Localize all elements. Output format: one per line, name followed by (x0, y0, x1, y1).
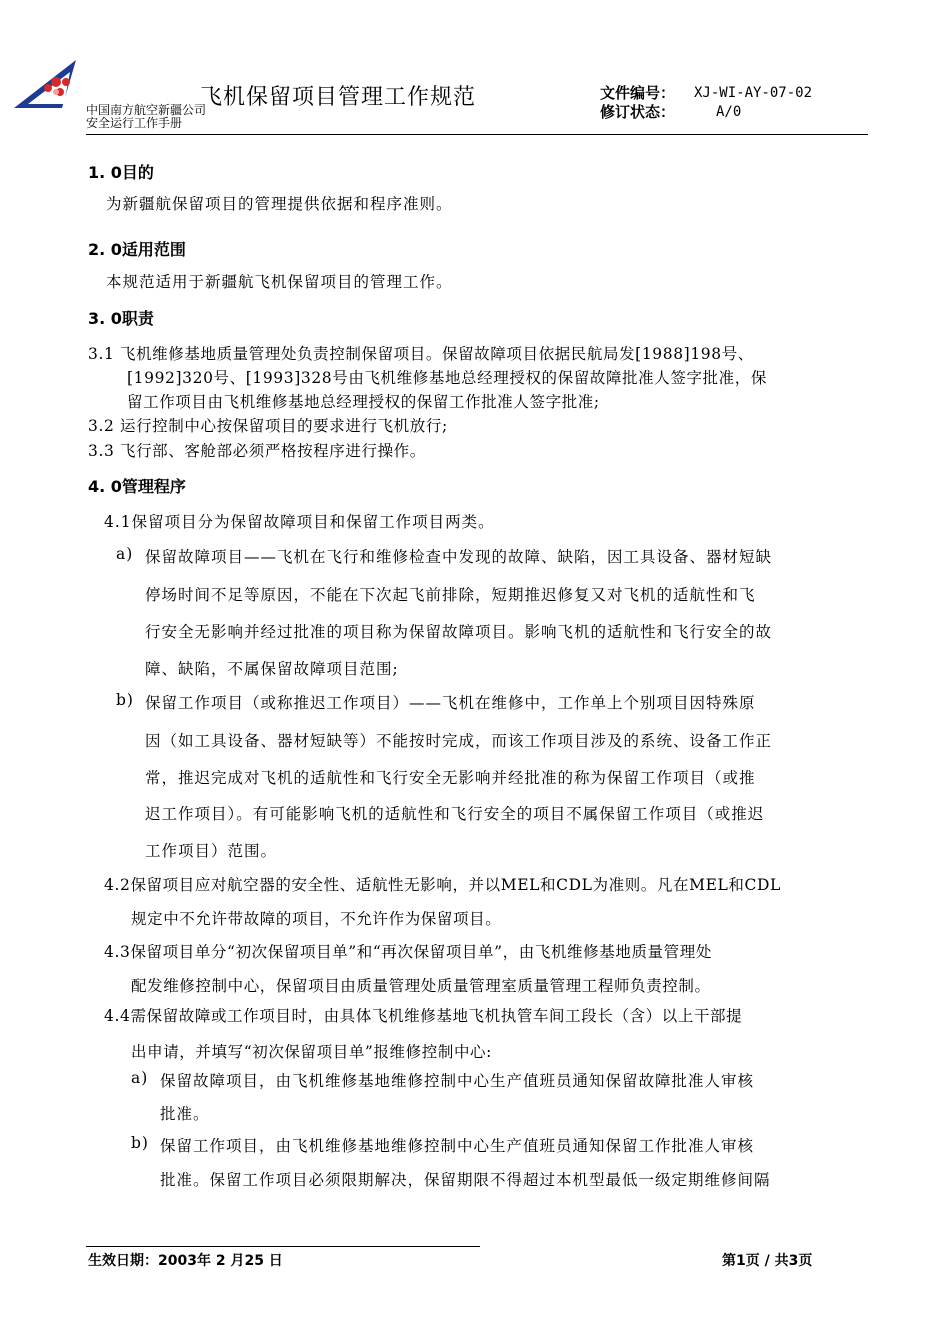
section-1-heading: 1. 0目的 (88, 163, 154, 182)
revision-label: 修订状态： (600, 103, 676, 121)
section-4-heading: 4. 0管理程序 (88, 477, 186, 496)
list-marker-4-1-a: a) (116, 545, 134, 563)
section-4-4-a-line-2: 批准。 (160, 1105, 210, 1123)
list-marker-4-1-b: b) (116, 691, 134, 709)
revision-value: A/0 (716, 104, 742, 120)
section-3-heading: 3. 0职责 (88, 309, 154, 328)
section-4-1-b-line-4: 迟工作项目）。有可能影响飞机的适航性和飞行安全的项目不属保留工作项目（或推迟 (145, 805, 765, 823)
section-4-1-a-line-3: 行安全无影响并经过批准的项目称为保留故障项目。影响飞机的适航性和飞行安全的故 (145, 623, 773, 641)
header-divider (86, 134, 868, 135)
list-marker-4-4-b: b) (131, 1134, 149, 1152)
company-line-1: 中国南方航空新疆公司 (86, 103, 207, 117)
section-4-3-line-1: 4.3保留项目单分“初次保留项目单”和“再次保留项目单”，由飞机维修基地质量管理处 (104, 943, 712, 961)
company-logo (14, 60, 86, 112)
section-3-1-line-1: 3.1 飞机维修基地质量管理处负责控制保留项目。保留故障项目依据民航局发[1988]198号、 (88, 345, 754, 363)
doc-number-value: XJ-WI-AY-07-02 (694, 85, 813, 101)
section-4-4-a-line-1: 保留故障项目，由飞机维修基地维修控制中心生产值班员通知保留故障批准人审核 (160, 1072, 755, 1090)
section-4-1: 4.1保留项目分为保留故障项目和保留工作项目两类。 (104, 513, 495, 531)
section-1-body: 为新疆航保留项目的管理提供依据和程序准则。 (106, 195, 453, 213)
section-4-1-a-line-1: 保留故障项目——飞机在飞行和维修检查中发现的故障、缺陷，因工具设备、器材短缺 (145, 548, 773, 566)
section-2-body: 本规范适用于新疆航飞机保留项目的管理工作。 (106, 273, 453, 291)
section-4-1-b-line-3: 常，推迟完成对飞机的适航性和飞行安全无影响并经批准的称为保留工作项目（或推 (145, 769, 756, 787)
section-3-1-line-3: 留工作项目由飞机维修基地总经理授权的保留工作批准人签字批准; (127, 393, 600, 411)
section-4-3-line-2: 配发维修控制中心，保留项目由质量管理处质量管理室质量管理工程师负责控制。 (131, 977, 711, 995)
section-4-4-line-1: 4.4需保留故障或工作项目时，由具体飞机维修基地飞机执管车间工段长（含）以上干部提 (104, 1007, 743, 1025)
document-meta (600, 84, 812, 122)
section-4-2-line-1: 4.2保留项目应对航空器的安全性、适航性无影响，并以MEL和CDL为准则。凡在MEL和CDL (104, 876, 781, 894)
effective-date: 生效日期：2003年 2 月25 日 (88, 1253, 283, 1269)
doc-number-label: 文件编号： (600, 84, 676, 102)
footer-divider (86, 1246, 480, 1247)
section-3-2: 3.2 运行控制中心按保留项目的要求进行飞机放行; (88, 417, 448, 435)
section-3-3: 3.3 飞行部、客舱部必须严格按程序进行操作。 (88, 442, 426, 460)
section-4-1-a-line-2: 停场时间不足等原因，不能在下次起飞前排除，短期推迟修复又对飞机的适航性和飞 (145, 586, 756, 604)
section-4-1-a-line-4: 障、缺陷，不属保留故障项目范围; (145, 660, 399, 678)
section-4-1-b-line-5: 工作项目）范围。 (145, 842, 278, 860)
company-name (86, 104, 206, 130)
section-4-4-b-line-1: 保留工作项目，由飞机维修基地维修控制中心生产值班员通知保留工作批准人审核 (160, 1137, 755, 1155)
section-4-2-line-2: 规定中不允许带故障的项目，不允许作为保留项目。 (131, 910, 502, 928)
section-4-4-b-line-2: 批准。保留工作项目必须限期解决，保留期限不得超过本机型最低一级定期维修间隔 (160, 1171, 771, 1189)
section-4-1-b-line-2: 因（如工具设备、器材短缺等）不能按时完成，而该工作项目涉及的系统、设备工作正 (145, 732, 773, 750)
document-title: 飞机保留项目管理工作规范 (200, 85, 477, 110)
kapok-logo-icon (14, 60, 86, 112)
company-line-2: 安全运行工作手册 (86, 116, 183, 130)
section-3-1-line-2: [1992]320号、[1993]328号由飞机维修基地总经理授权的保留故障批准人签字批准，保 (127, 369, 767, 387)
page-number: 第1页 / 共3页 (722, 1253, 813, 1269)
section-4-4-line-2: 出申请，并填写“初次保留项目单”报维修控制中心: (131, 1043, 492, 1061)
list-marker-4-4-a: a) (131, 1069, 149, 1087)
section-4-1-b-line-1: 保留工作项目（或称推迟工作项目）——飞机在维修中，工作单上个别项目因特殊原 (145, 694, 756, 712)
section-2-heading: 2. 0适用范围 (88, 240, 186, 259)
